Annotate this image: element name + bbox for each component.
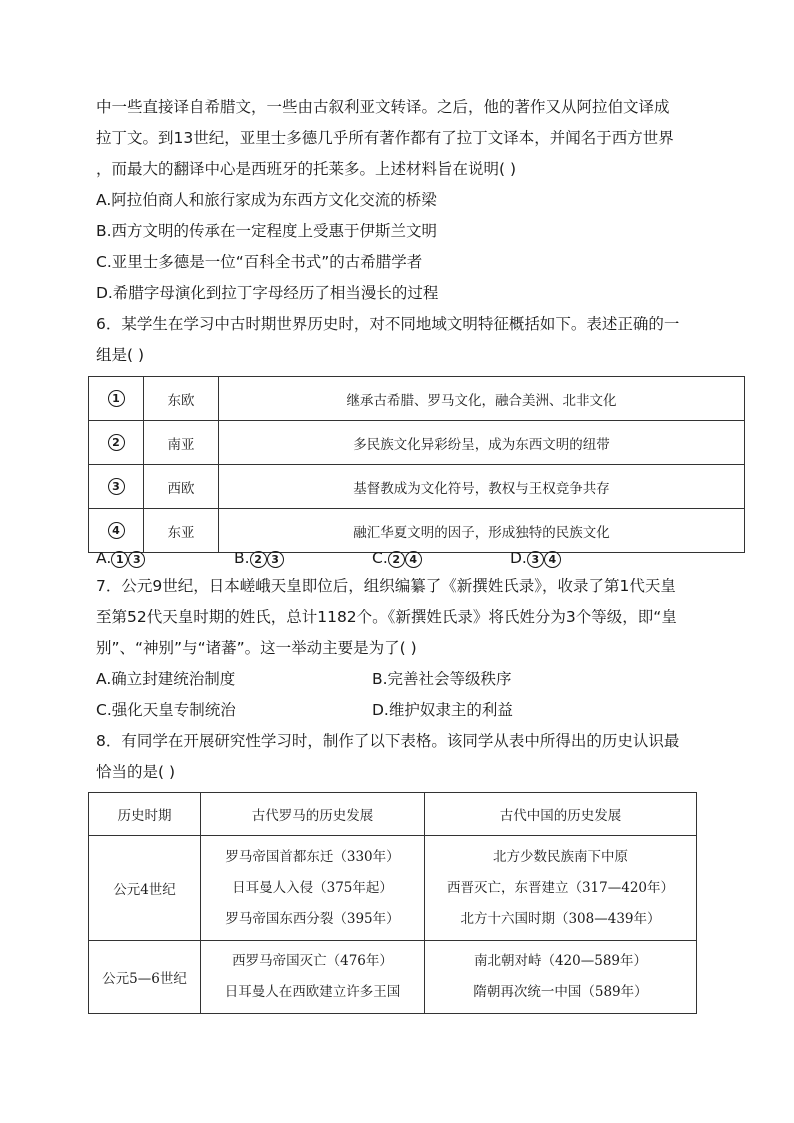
table-header-row [89, 793, 697, 836]
table-row [89, 421, 745, 465]
q6-option-c: C. 2 4 [372, 548, 422, 568]
q8-line-1: 8．有同学在开展研究性学习时，制作了以下表格。该同学从表中所得出的历史认识最 [96, 732, 680, 750]
header-china: 古代中国的历史发展 [425, 793, 697, 836]
q5-line-1: 中一些直接译自希腊文，一些由古叙利亚文转译。之后，他的著作又从阿拉伯文译成 [96, 98, 670, 116]
china-cell: 北方少数民族南下中原 西晋灭亡，东晋建立（317—420年） 北方十六国时期（308—439年） [425, 836, 697, 941]
description-cell: 基督教成为文化符号，教权与王权竞争共存 [219, 465, 745, 509]
q5-option-b: B.西方文明的传承在一定程度上受惠于伊斯兰文明 [96, 222, 438, 240]
description-cell: 多民族文化异彩纷呈，成为东西文明的纽带 [219, 421, 745, 465]
q7-option-c: C.强化天皇专制统治 [96, 701, 236, 719]
table-row [89, 941, 697, 1014]
china-cell: 南北朝对峙（420—589年） 隋朝再次统一中国（589年） [425, 941, 697, 1014]
q6-option-b: B. 2 3 [234, 548, 284, 568]
q7-option-d: D.维护奴隶主的利益 [372, 701, 513, 719]
region-cell: 西欧 [144, 465, 219, 509]
period-cell: 公元4世纪 [89, 836, 201, 941]
circled-number: 3 [108, 478, 125, 495]
q6-table [88, 376, 745, 553]
circled-number: 4 [108, 522, 125, 539]
q6-line-1: 6．某学生在学习中古时期世界历史时，对不同地域文明特征概括如下。表述正确的一 [96, 315, 680, 333]
q5-line-3: ，而最大的翻译中心是西班牙的托莱多。上述材料旨在说明( ) [96, 160, 517, 178]
table-row [89, 377, 745, 421]
q7-line-2: 至第52代天皇时期的姓氏，总计1182个。《新撰姓氏录》将氏姓分为3个等级，即“皇 [96, 608, 677, 626]
header-period: 历史时期 [89, 793, 201, 836]
table-row [89, 465, 745, 509]
description-cell: 融汇华夏文明的因子，形成独特的民族文化 [219, 509, 745, 553]
circled-number: 1 [108, 390, 125, 407]
region-cell: 南亚 [144, 421, 219, 465]
q6-option-d: D. 3 4 [510, 548, 561, 568]
q7-option-b: B.完善社会等级秩序 [372, 670, 512, 688]
rome-cell: 罗马帝国首都东迁（330年） 日耳曼人入侵（375年起） 罗马帝国东西分裂（395年） [201, 836, 425, 941]
table-row [89, 509, 745, 553]
region-cell: 东亚 [144, 509, 219, 553]
q8-line-2: 恰当的是( ) [96, 763, 176, 781]
q5-option-d: D.希腊字母演化到拉丁字母经历了相当漫长的过程 [96, 284, 439, 302]
region-cell: 东欧 [144, 377, 219, 421]
q5-line-2: 拉丁文。到13世纪，亚里士多德几乎所有著作都有了拉丁文译本，并闻名于西方世界 [96, 129, 674, 147]
q5-option-c: C.亚里士多德是一位“百科全书式”的古希腊学者 [96, 253, 423, 271]
period-cell: 公元5—6世纪 [89, 941, 201, 1014]
q5-option-a: A.阿拉伯商人和旅行家成为东西方文化交流的桥梁 [96, 191, 437, 209]
header-rome: 古代罗马的历史发展 [201, 793, 425, 836]
circled-number: 2 [108, 434, 125, 451]
q7-line-1: 7．公元9世纪，日本嵯峨天皇即位后，组织编纂了《新撰姓氏录》，收录了第1代天皇 [96, 577, 676, 595]
q7-line-3: 别”、“神别”与“诸蕃”。这一举动主要是为了( ) [96, 639, 417, 657]
q8-table [88, 792, 697, 1014]
q6-option-a: A. 1 3 [96, 548, 145, 568]
rome-cell: 西罗马帝国灭亡（476年） 日耳曼人在西欧建立许多王国 [201, 941, 425, 1014]
description-cell: 继承古希腊、罗马文化，融合美洲、北非文化 [219, 377, 745, 421]
table-row [89, 836, 697, 941]
q7-option-a: A.确立封建统治制度 [96, 670, 236, 688]
q6-line-2: 组是( ) [96, 346, 145, 364]
